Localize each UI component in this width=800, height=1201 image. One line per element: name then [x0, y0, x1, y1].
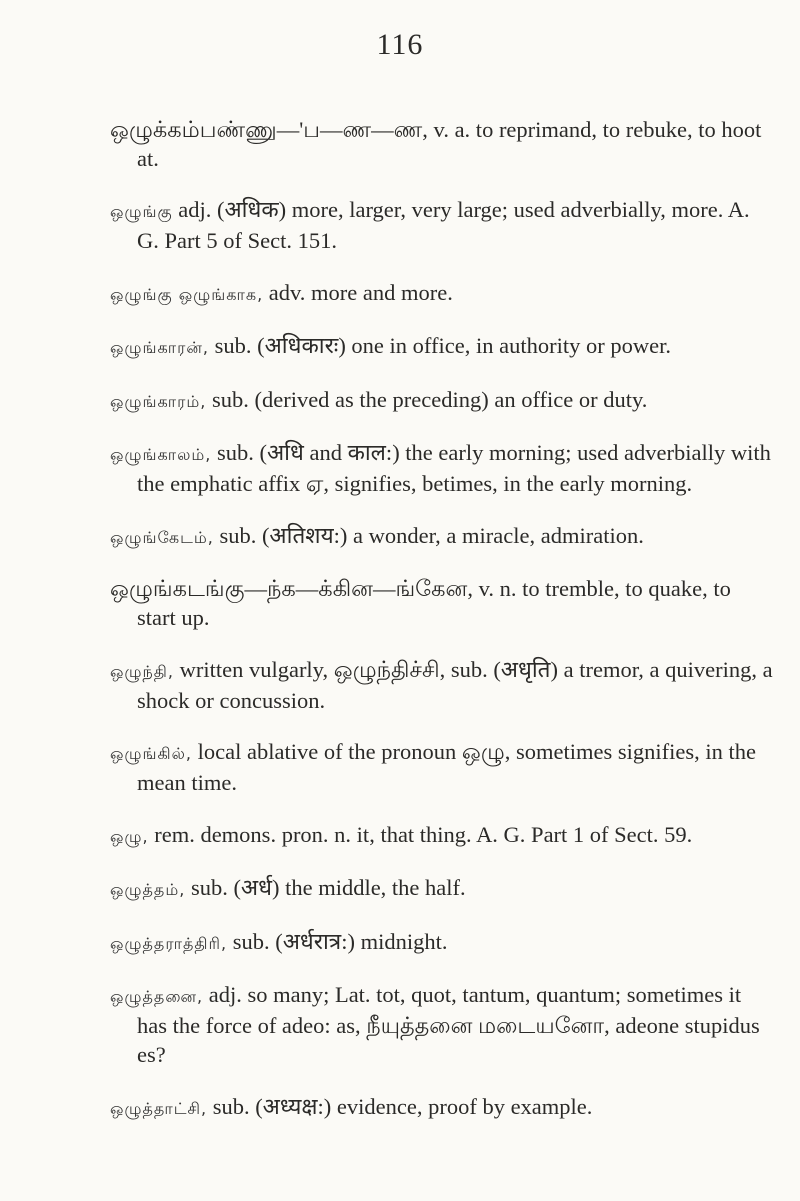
entry-text: sub. (अध्यक्ष:) evidence, proof by example. [212, 1093, 593, 1119]
dictionary-entry [110, 873, 775, 904]
entry-text: ஒழுக்கம்பண்ணு—'ப—ண—ண, v. a. to reprimand, to rebuke, to hoot at. [110, 116, 762, 171]
entry-text: adj. (अधिक) more, larger, very large; used adverbially, more. A. G. Part 5 of Sect. 151. [137, 197, 750, 253]
entry-text: local ablative of the pronoun ஒழு, sometimes signifies, in the mean time. [137, 739, 757, 795]
entry-headword: ஒழுங்கு ஒழுங்காக, [110, 284, 264, 304]
page-number: 116 [376, 28, 424, 61]
dictionary-entry [110, 331, 775, 362]
dictionary-entry [110, 115, 775, 173]
entry-text: written vulgarly, ஒழுந்திச்சி, sub. (अधृति) a tremor, a quivering, a shock or concussion. [137, 656, 773, 713]
entry-headword: ஒழுத்தராத்திரி, [110, 933, 228, 953]
entry-text: sub. (अधिकारः) one in office, in authority or power. [214, 333, 671, 358]
dictionary-entry [110, 927, 775, 958]
dictionary-entry [110, 980, 775, 1069]
dictionary-entry [110, 737, 775, 797]
entry-list [110, 92, 775, 1130]
dictionary-entry [110, 655, 775, 715]
entry-text: sub. (अर्धरात्र:) midnight. [232, 928, 448, 954]
entry-headword: ஒழுங்காரன், [110, 338, 209, 357]
entry-headword: ஒழுத்தனை, [110, 987, 204, 1006]
entry-headword: ஒழுந்தி, [110, 661, 174, 681]
entry-text: sub. (अधि and काल:) the early morning; used adverbially with the emphatic affix ஏ, signifies, betimes, in the early morning. [137, 440, 771, 496]
entry-text: adv. more and more. [268, 279, 453, 305]
dictionary-entry [110, 278, 775, 309]
dictionary-entry [110, 438, 775, 498]
entry-headword: ஒழு, [110, 826, 149, 846]
dictionary-entry [110, 1092, 775, 1123]
dictionary-entry [110, 574, 775, 632]
entry-headword: ஒழுங்காலம், [110, 445, 212, 464]
dictionary-entry [110, 385, 775, 416]
entry-text: ஒழுங்கடங்கு—ந்க—க்கின—ங்கேன, v. n. to tremble, to quake, to start up. [110, 576, 731, 630]
dictionary-entry [110, 521, 775, 552]
dictionary-entry [110, 820, 775, 851]
entry-headword: ஒழுத்தம், [110, 880, 186, 899]
entry-text: rem. demons. pron. n. it, that thing. A. G. Part 1 of Sect. 59. [154, 821, 693, 847]
entry-headword: ஒழுங்கில், [110, 744, 192, 763]
entry-text: adj. so many; Lat. tot, quot, tantum, quantum; sometimes it has the force of adeo: as, நீயுத்தனை மடையனோ, adeone stupidus es? [137, 982, 760, 1067]
entry-headword: ஒழுங்கேடம், [110, 527, 214, 547]
entry-text: sub. (अतिशय:) a wonder, a miracle, admiration. [219, 522, 644, 548]
entry-headword: ஒழுங்காரம், [110, 391, 207, 411]
entry-headword: ஒழுத்தாட்சி, [110, 1098, 208, 1118]
entry-text: sub. (अर्ध) the middle, the half. [190, 875, 466, 900]
dictionary-entry [110, 195, 775, 255]
entry-headword: ஒழுங்கு [110, 202, 173, 221]
entry-text: sub. (derived as the preceding) an office or duty. [211, 386, 648, 412]
